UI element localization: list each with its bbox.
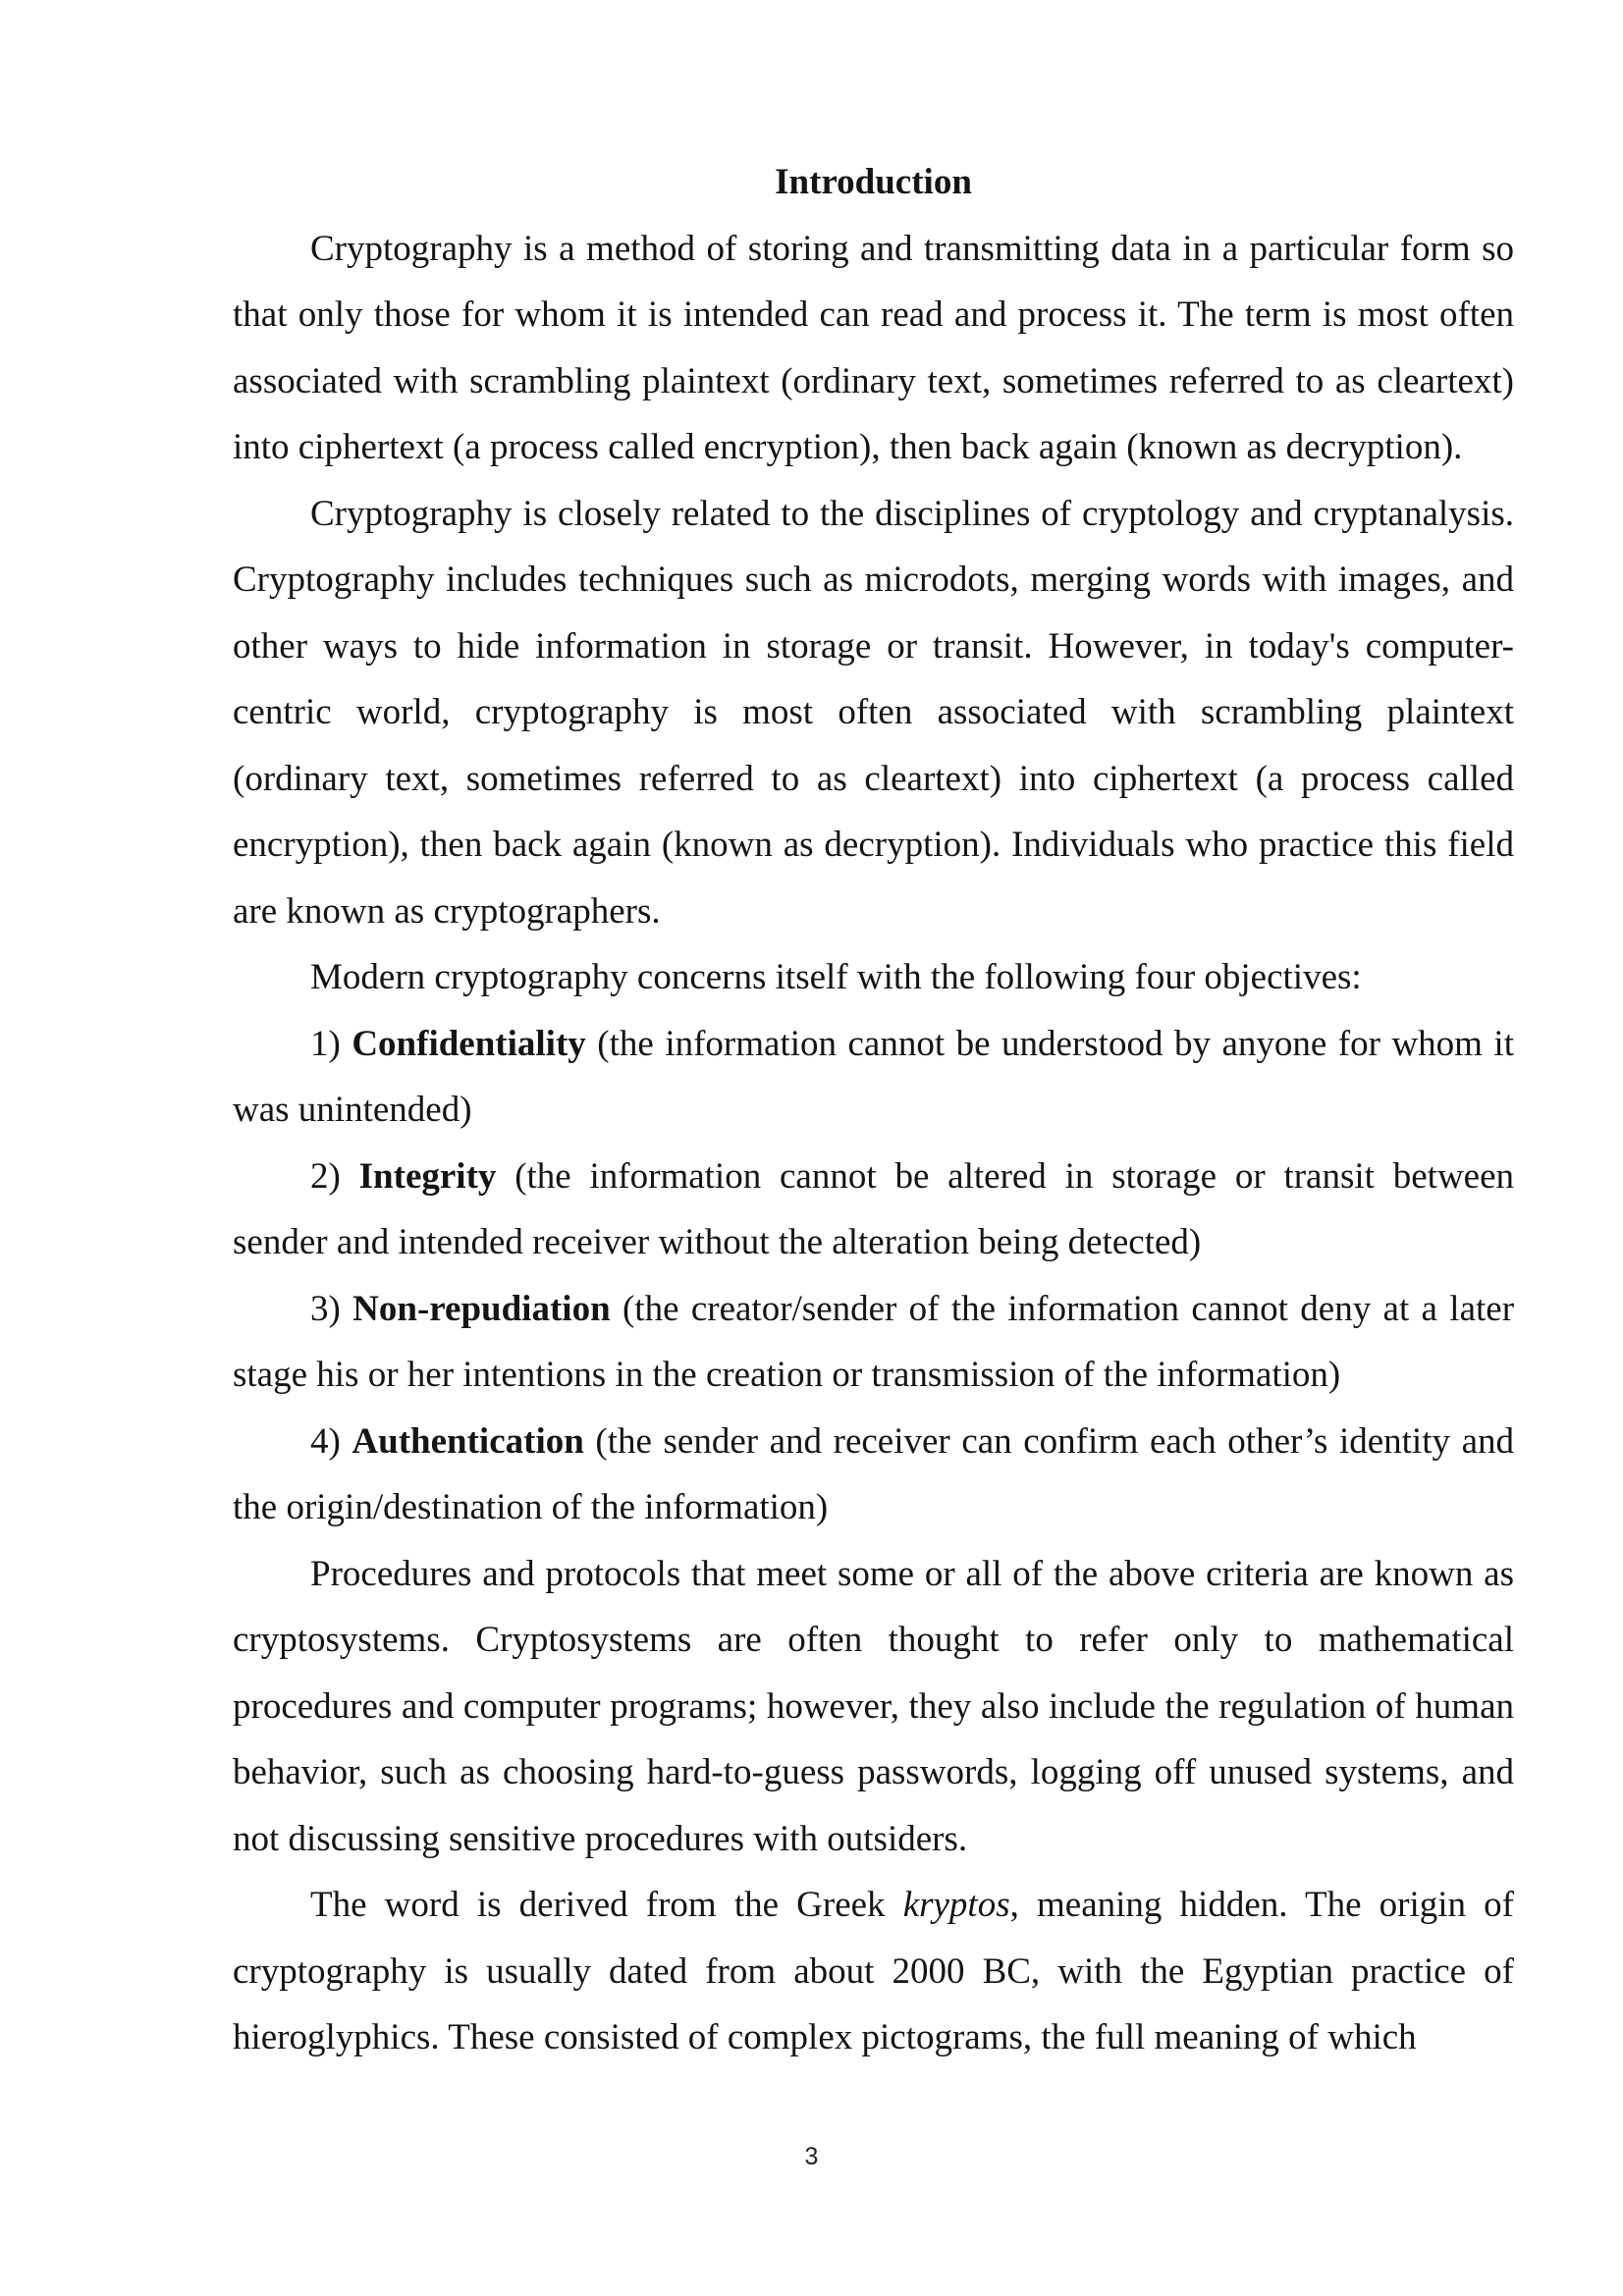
paragraph-definition: Cryptography is a method of storing and transmitting data in a particular form so that only those for whom it is intended can read and process it. The term is most often associated with scrambling plaintext (ordinary text, sometimes referred to as cleartext) into ciphertext (a process called encryption), then back again (known as decryption). <box>233 228 1514 467</box>
objective-term: Non-repudiation <box>352 1288 611 1329</box>
etymology-text-end: , meaning hidden. The origin of cryptography is usually dated from about 2000 BC, with the Egyptian practice of hieroglyphics. These consisted of complex pictograms, the full meaning of which <box>233 1885 1514 2057</box>
page-title: Introduction <box>775 162 972 202</box>
objective-number: 4) <box>310 1420 341 1462</box>
etymology-text-start: The word is derived from the Greek <box>310 1885 903 1925</box>
objective-item <box>233 1276 1514 1409</box>
page-number: 3 <box>804 2143 819 2170</box>
objective-description: (the information cannot be altered in storage or transit between sender and intended receiver without the alteration being detected) <box>233 1155 1515 1262</box>
objective-item <box>233 1144 1514 1276</box>
objective-number: 2) <box>310 1155 341 1197</box>
objective-term: Integrity <box>358 1155 497 1197</box>
paragraph-objectives-intro: Modern cryptography concerns itself with the following four objectives: <box>310 957 1362 997</box>
objective-item <box>233 1011 1514 1144</box>
objective-term: Authentication <box>352 1420 584 1462</box>
paragraph-related-disciplines: Cryptography is closely related to the disciplines of cryptology and cryptanalysis. Cryptography includes techniques such as microdots, merging words with images, and other ways to hide information in storage or transit. However, in today's computer-centric world, cryptography is most often associated with scrambling plaintext (ordinary text, sometimes referred to as cleartext) into ciphertext (a process called encryption), then back again (known as decryption). Individuals who practice this field are known as cryptographers. <box>233 493 1514 932</box>
objective-number: 3) <box>310 1288 341 1329</box>
objective-description: (the sender and receiver can confirm each other’s identity and the origin/destination of the information) <box>233 1420 1514 1527</box>
objective-description: (the creator/sender of the information cannot deny at a later stage his or her intentions in the creation or transmission of the information) <box>233 1288 1515 1395</box>
objective-number: 1) <box>310 1023 341 1064</box>
objective-description: (the information cannot be understood by anyone for whom it was unintended) <box>233 1023 1514 1130</box>
objective-term: Confidentiality <box>352 1023 586 1064</box>
etymology-greek-word: kryptos <box>902 1885 1010 1925</box>
objective-item <box>233 1409 1514 1541</box>
paragraph-etymology <box>233 1872 1514 2071</box>
page-content <box>233 149 1514 2071</box>
paragraph-cryptosystems: Procedures and protocols that meet some or all of the above criteria are known as cryptosystems. Cryptosystems are often thought to refer only to mathematical procedures and computer programs; however, they also include the regulation of human behavior, such as choosing hard-to-guess passwords, logging off unused systems, and not discussing sensitive procedures with outsiders. <box>233 1553 1514 1859</box>
